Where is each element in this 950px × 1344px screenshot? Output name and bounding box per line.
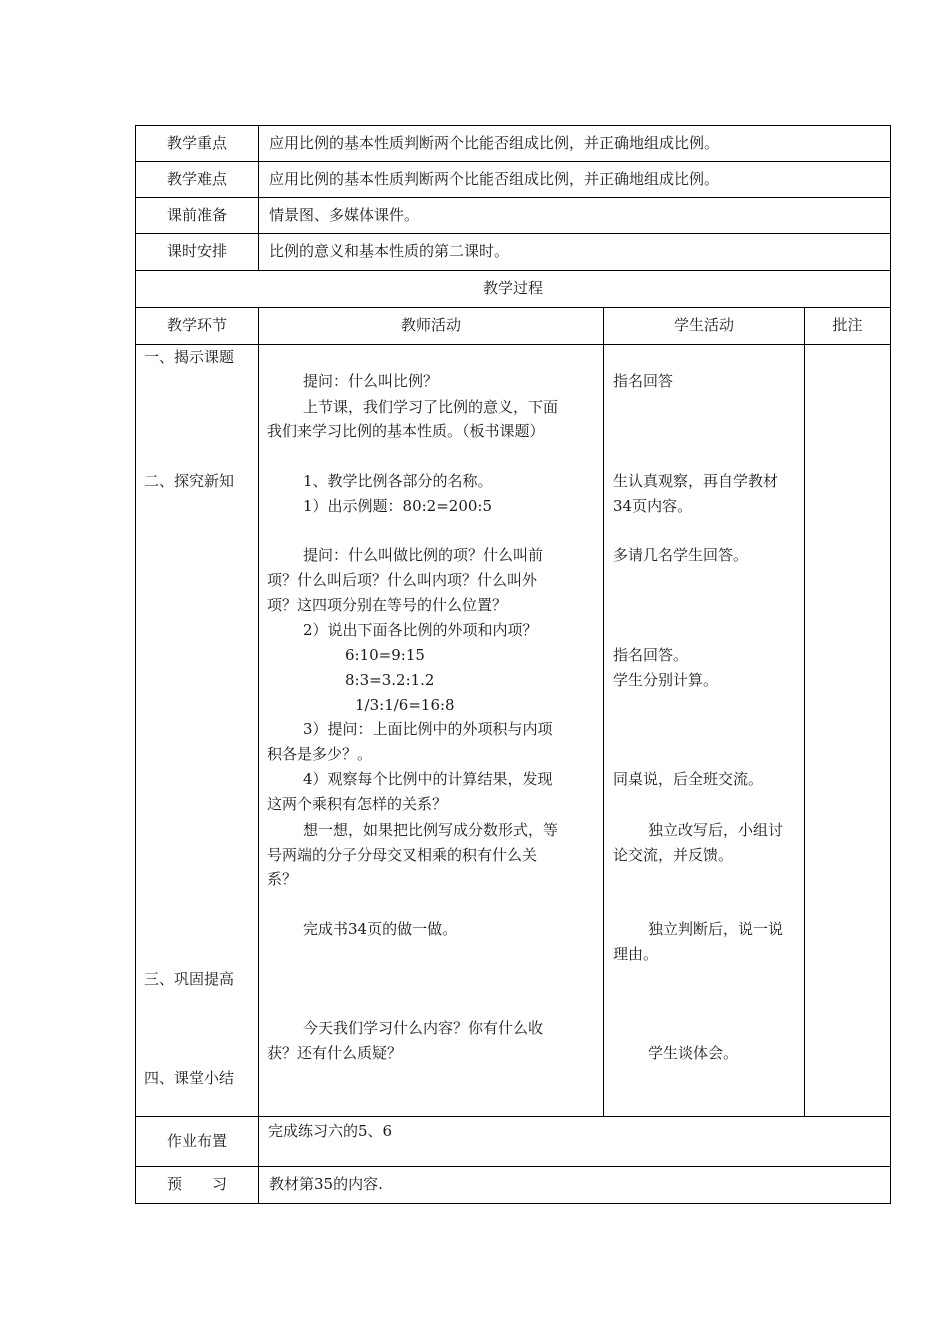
teacher-line: 2）说出下面各比例的外项和内项？ <box>303 621 538 639</box>
header-stage: 教学环节 <box>166 316 227 334</box>
stage-label: 一、揭示课题 <box>144 348 235 366</box>
student-line: 独立改写后，小组讨 <box>648 821 784 839</box>
student-line: 多请几名学生回答。 <box>613 546 749 564</box>
student-line: 学生分别计算。 <box>613 671 719 689</box>
value-homework: 完成练习六的5、6 <box>268 1122 393 1140</box>
stage-label: 四、课堂小结 <box>144 1069 235 1087</box>
value-preview: 教材第35的内容. <box>269 1175 383 1193</box>
teacher-line: 1、教学比例各部分的名称。 <box>303 472 493 490</box>
stage-label: 二、探究新知 <box>144 472 235 490</box>
label-teaching-focus: 教学重点 <box>166 134 227 152</box>
student-line: 指名回答。 <box>613 646 689 664</box>
value-teaching-focus: 应用比例的基本性质判断两个比能否组成比例，并正确地组成比例。 <box>269 134 720 152</box>
student-line: 理由。 <box>613 945 659 963</box>
teacher-line: 8:3=3.2:1.2 <box>345 671 435 689</box>
teacher-line: 想一想，如果把比例写成分数形式，等 <box>303 821 559 839</box>
student-line: 独立判断后，说一说 <box>648 920 784 938</box>
teacher-line: 上节课，我们学习了比例的意义，下面 <box>303 398 559 416</box>
teacher-line: 积各是多少？。 <box>267 745 373 763</box>
student-line: 同桌说，后全班交流。 <box>613 770 764 788</box>
teacher-line: 3）提问：上面比例中的外项积与内项 <box>303 720 553 738</box>
value-schedule: 比例的意义和基本性质的第二课时。 <box>269 242 510 260</box>
teacher-line: 提问：什么叫比例？ <box>303 372 439 390</box>
value-teaching-difficulty: 应用比例的基本性质判断两个比能否组成比例，并正确地组成比例。 <box>269 170 720 188</box>
header-notes: 批注 <box>832 316 863 334</box>
teacher-line: 6:10=9:15 <box>345 646 425 664</box>
student-line: 学生谈体会。 <box>648 1044 739 1062</box>
label-homework: 作业布置 <box>166 1132 227 1150</box>
label-schedule: 课时安排 <box>166 242 227 260</box>
teacher-line: 项？什么叫后项？什么叫内项？什么叫外 <box>267 571 538 589</box>
label-preview: 预 习 <box>166 1175 227 1193</box>
teacher-line: 这两个乘积有怎样的关系？ <box>267 795 448 813</box>
teacher-line: 系？ <box>267 870 298 888</box>
teacher-line: 1）出示例题：80:2=200:5 <box>303 497 493 515</box>
teacher-line: 提问：什么叫做比例的项？什么叫前 <box>303 546 544 564</box>
process-title: 教学过程 <box>482 279 543 297</box>
header-student-activity: 学生活动 <box>673 316 734 334</box>
stage-label: 三、巩固提高 <box>144 970 235 988</box>
teacher-line: 项？这四项分别在等号的什么位置？ <box>267 596 508 614</box>
column-divider <box>603 307 604 1116</box>
header-teacher-activity: 教师活动 <box>400 316 461 334</box>
teacher-line: 号两端的分子分母交叉相乘的积有什么关 <box>267 846 538 864</box>
teacher-line: 我们来学习比例的基本性质。（板书课题） <box>267 422 545 440</box>
student-line: 34页内容。 <box>613 497 693 515</box>
student-line: 论交流，并反馈。 <box>613 846 734 864</box>
teacher-line: 4）观察每个比例中的计算结果，发现 <box>303 770 553 788</box>
label-preparation: 课前准备 <box>166 206 227 224</box>
teacher-line: 获？还有什么质疑？ <box>267 1044 403 1062</box>
table-border <box>135 1203 891 1204</box>
column-divider <box>258 307 259 1204</box>
teacher-line: 今天我们学习什么内容？你有什么收 <box>303 1019 544 1037</box>
teacher-line: 1/3:1/6=16:8 <box>355 696 455 714</box>
row-divider <box>135 344 891 345</box>
teacher-line: 完成书34页的做一做。 <box>303 920 458 938</box>
column-divider <box>804 307 805 1116</box>
value-preparation: 情景图、多媒体课件。 <box>269 206 420 224</box>
table-border <box>890 125 891 1204</box>
label-teaching-difficulty: 教学难点 <box>166 170 227 188</box>
student-line: 指名回答 <box>613 372 674 390</box>
student-line: 生认真观察，再自学教材 <box>613 472 779 490</box>
